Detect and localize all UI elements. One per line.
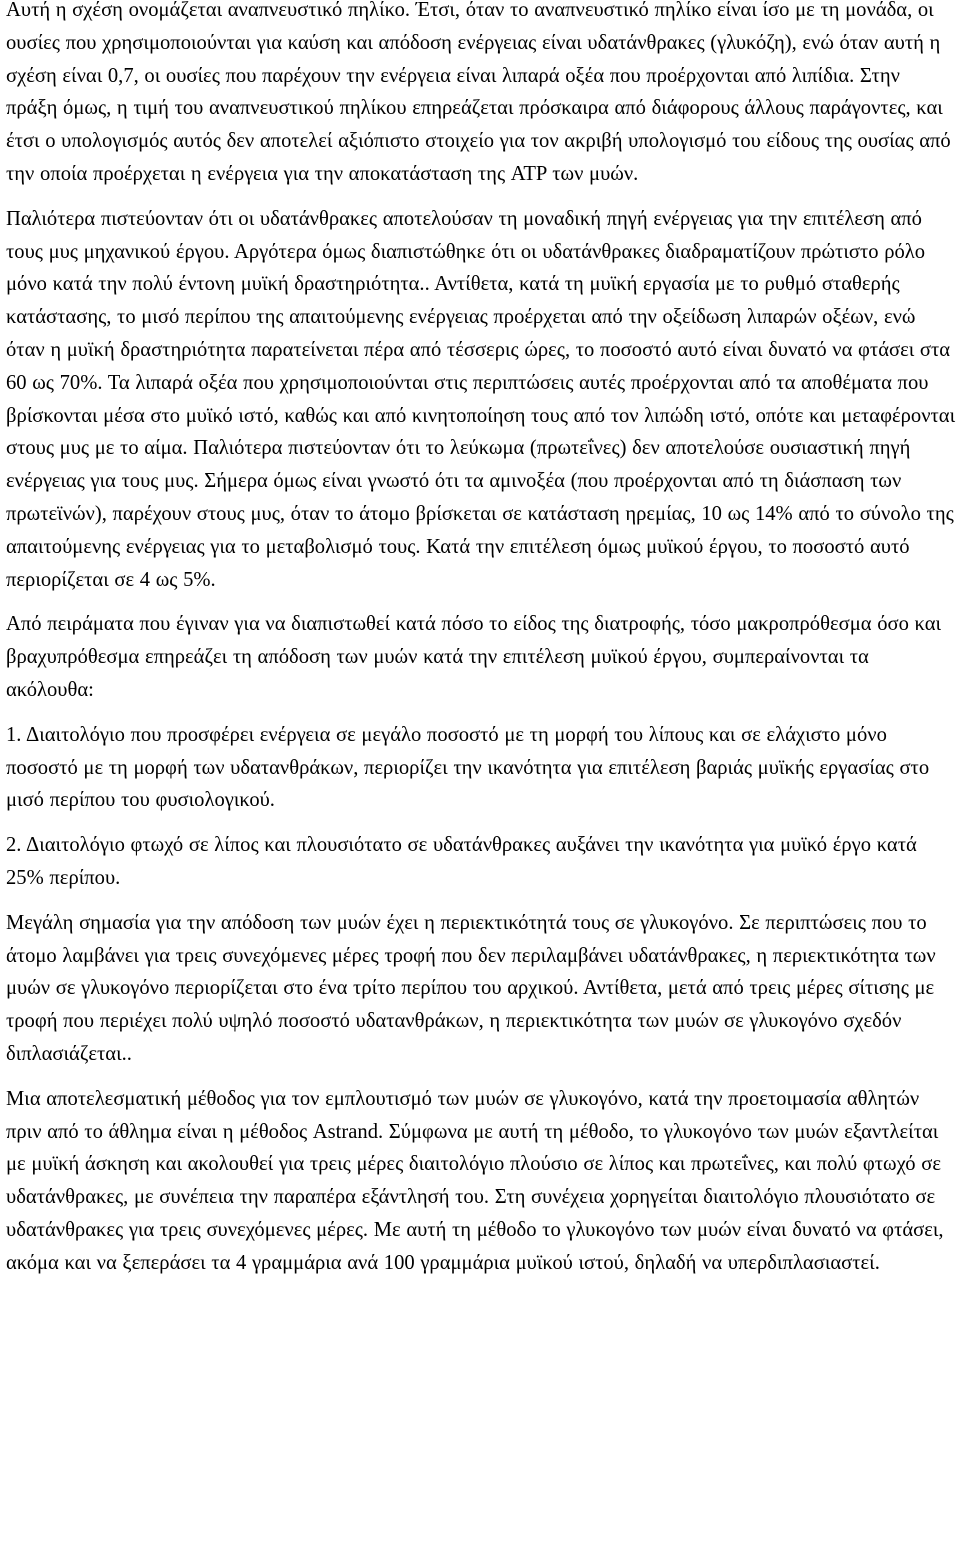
paragraph-energy-sources: Παλιότερα πιστεύονταν ότι οι υδατάνθρακες αποτελούσαν τη μοναδική πηγή ενέργειας για την επιτέλεση από τους μυς μηχανικού έργου. Αργότερα όμως διαπιστώθηκε ότι οι υδατάνθρακες διαδραματίζουν πρώτιστο ρόλο μόνο κατά την πολύ έντονη μυϊκή δραστηριότητα.. Αντίθετα, κατά τη μυϊκή εργασία με το ρυθμό σταθερής κατάστασης, το μισό περίπου της απαιτούμενης ενέργειας προέρχεται από την οξείδωση λιπαρών οξέων, ενώ όταν η μυϊκή δραστηριότητα παρατείνεται πέρα από τέσσερις ώρες, το ποσοστό αυτό είναι δυνατό να φτάσει στα 60 ως 70%. Τα λιπαρά οξέα που χρησιμοποιούνται στις περιπτώσεις αυτές προέρχονται από τα αποθέματα που βρίσκονται μέσα στο μυϊκό ιστό, καθώς και από κινητοποίηση τους από τον λιπώδη ιστό, οπότε και μεταφέρονται στους μυς με το αίμα. Παλιότερα πιστεύονταν ότι το λεύκωμα (πρωτεΐνες) δεν αποτελούσε ουσιαστική πηγή ενέργειας για τους μυς. Σήμερα όμως είναι γνωστό ότι τα αμινοξέα (που προέρχονται από τη διάσπαση των πρωτεϊνών), παρέχουν στους μυς, όταν το άτομο βρίσκεται σε κατάσταση ηρεμίας, 10 ως 14% από το σύνολο της απαιτούμενης ενέργειας για το μεταβολισμό τους. Κατά την επιτέλεση όμως μυϊκού έργου, το ποσοστό αυτό περιορίζεται σε 4 ως 5%. xyxy=(6,207,956,591)
list-item-fat-diet: 1. Διαιτολόγιο που προσφέρει ενέργεια σε μεγάλο ποσοστό με τη μορφή του λίπους και σε ελάχιστο μόνο ποσοστό με τη μορφή των υδατανθράκων, περιορίζει την ικανότητα για επιτέλεση βαριάς μυϊκής εργασίας στο μισό περίπου του φυσιολογικού. xyxy=(6,723,930,812)
paragraph-diet-experiments: Από πειράματα που έγιναν για να διαπιστωθεί κατά πόσο το είδος της διατροφής, τόσο μακροπρόθεσμα όσο και βραχυπρόθεσμα επηρεάζει τη απόδοση των μυών κατά την επιτέλεση μυϊκού έργου, συμπεραίνονται τα ακόλουθα: xyxy=(6,613,942,701)
paragraph-glycogen-content: Μεγάλη σημασία για την απόδοση των μυών έχει η περιεκτικότητά τους σε γλυκογόνο. Σε περιπτώσεις που το άτομο λαμβάνει για τρεις συνεχόμενες μέρες τροφή που δεν περιλαμβάνει υδατάνθρακες, η περιεκτικότητα των μυών σε γλυκογόνο περιορίζεται στο ένα τρίτο περίπου του αρχικού. Αντίθετα, μετά από τρεις μέρες σίτισης με τροφή που περιέχει πολύ υψηλό ποσοστό υδατανθράκων, η περιεκτικότητα των μυών σε γλυκογόνο σχεδόν διπλασιάζεται.. xyxy=(6,911,936,1065)
paragraph-astrand-method: Μια αποτελεσματική μέθοδος για τον εμπλουτισμό των μυών σε γλυκογόνο, κατά την προετοιμασία αθλητών πριν από το άθλημα είναι η μέθοδος Astrand. Σύμφωνα με αυτή τη μέθοδο, το γλυκογόνο των μυών εξαντλείται με μυϊκή άσκηση και ακολουθεί για τρεις μέρες διαιτολόγιο πλούσιο σε λίπος και πρωτεΐνες, και πολύ φτωχό σε υδατάνθρακες, με συνέπεια την παραπέρα εξάντλησή του. Στη συνέχεια χορηγείται διαιτολόγιο πλουσιότατο σε υδατάνθρακες για τρεις συνεχόμενες μέρες. Με αυτή τη μέθοδο το γλυκογόνο των μυών είναι δυνατό να φτάσει, ακόμα και να ξεπεράσει τα 4 γραμμάρια ανά 100 γραμμάρια μυϊκού ιστού, δηλαδή να υπερδιπλασιαστεί. xyxy=(6,1087,944,1274)
paragraph-respiratory-quotient: Αυτή η σχέση ονομάζεται αναπνευστικό πηλίκο. Έτσι, όταν το αναπνευστικό πηλίκο είναι ίσο με τη μονάδα, οι ουσίες που χρησιμοποιούνται για καύση και απόδοση ενέργειας είναι υδατάνθρακες (γλυκόζη), ενώ όταν αυτή η σχέση είναι 0,7, οι ουσίες που παρέχουν την ενέργεια είναι λιπαρά οξέα που προέρχονται από λιπίδια. Στην πράξη όμως, η τιμή του αναπνευστικού πηλίκου επηρεάζεται πρόσκαιρα από διάφορους άλλους παράγοντες, και έτσι ο υπολογισμός αυτός δεν αποτελεί αξιόπιστο στοιχείο για τον ακριβή υπολογισμό του είδους της ουσίας από την οποία προέρχεται η ενέργεια για την αποκατάσταση της ATP των μυών. xyxy=(6,0,951,185)
document-page xyxy=(6,0,956,1279)
list-item-carb-diet: 2. Διαιτολόγιο φτωχό σε λίπος και πλουσιότατο σε υδατάνθρακες αυξάνει την ικανότητα για μυϊκό έργο κατά 25% περίπου. xyxy=(6,834,917,889)
